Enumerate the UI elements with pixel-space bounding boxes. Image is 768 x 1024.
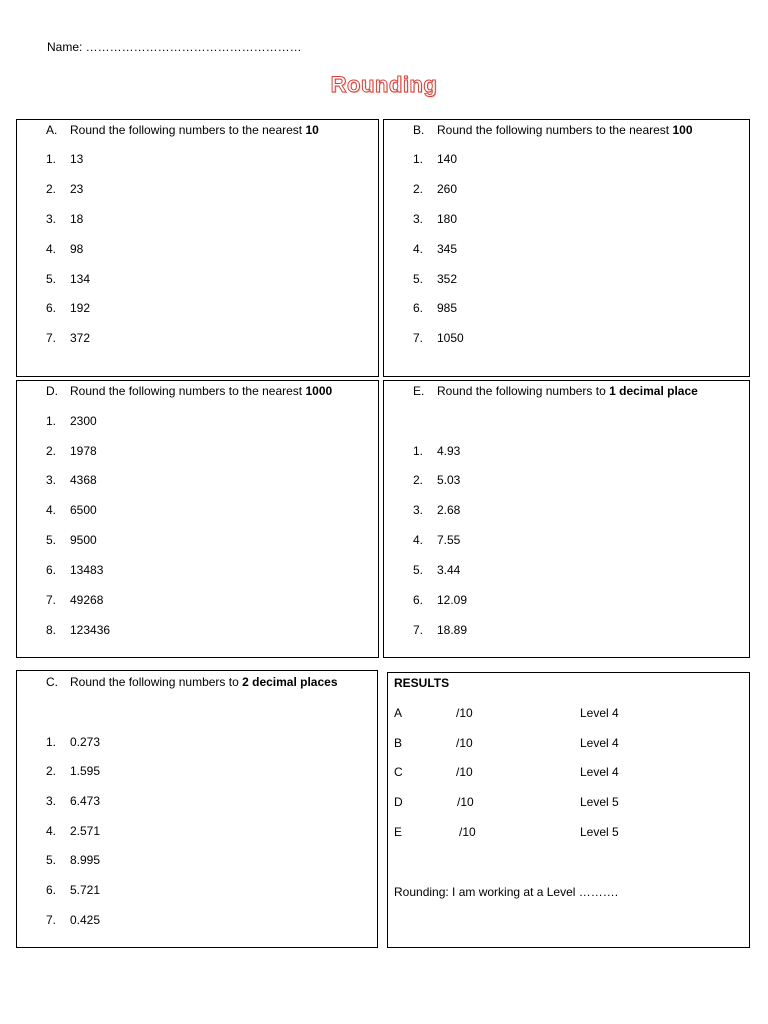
item-number: 6. <box>413 593 424 607</box>
item-number: 2. <box>46 444 57 458</box>
results-level: Level 5 <box>580 825 619 839</box>
results-score: /10 <box>456 765 473 779</box>
section-instruction-bold: 1 decimal place <box>609 384 698 398</box>
item-number: 5. <box>46 272 57 286</box>
item-value: 5.03 <box>437 473 461 487</box>
item-number: 1. <box>413 152 424 166</box>
section-instruction: Round the following numbers to <box>437 384 610 398</box>
item-number: 1. <box>46 735 57 749</box>
item-number: 7. <box>46 913 57 927</box>
item-value: 134 <box>70 272 91 286</box>
results-section: B <box>394 736 403 750</box>
section-letter: B. <box>413 123 425 137</box>
item-number: 5. <box>413 563 424 577</box>
item-number: 7. <box>46 331 57 345</box>
item-value: 372 <box>70 331 91 345</box>
results-section: E <box>394 825 403 839</box>
item-number: 4. <box>413 242 424 256</box>
section-e-box <box>383 380 750 658</box>
item-value: 2300 <box>70 414 97 428</box>
item-value: 1050 <box>437 331 464 345</box>
item-number: 4. <box>46 242 57 256</box>
item-value: 1978 <box>70 444 97 458</box>
item-value: 3.44 <box>437 563 461 577</box>
results-statement: Rounding: I am working at a Level ………. <box>394 885 619 899</box>
item-value: 123436 <box>70 623 111 637</box>
item-number: 2. <box>413 473 424 487</box>
item-value: 2.68 <box>437 503 461 517</box>
section-letter: A. <box>46 123 58 137</box>
section-instruction-bold: 2 decimal places <box>242 675 338 689</box>
section-instruction-bold: 100 <box>672 123 693 137</box>
item-number: 5. <box>46 853 57 867</box>
item-value: 2.571 <box>70 824 101 838</box>
item-number: 2. <box>46 182 57 196</box>
results-heading: RESULTS <box>394 676 450 690</box>
item-value: 140 <box>437 152 458 166</box>
item-number: 3. <box>413 212 424 226</box>
item-value: 260 <box>437 182 458 196</box>
item-value: 13 <box>70 152 84 166</box>
item-number: 8. <box>46 623 57 637</box>
item-value: 98 <box>70 242 84 256</box>
item-value: 49268 <box>70 593 104 607</box>
item-number: 3. <box>46 794 57 808</box>
section-letter: E. <box>413 384 425 398</box>
item-value: 8.995 <box>70 853 101 867</box>
item-number: 1. <box>46 414 57 428</box>
results-level: Level 5 <box>580 795 619 809</box>
item-value: 9500 <box>70 533 97 547</box>
section-instruction: Round the following numbers to the nearest <box>70 123 306 137</box>
item-value: 6500 <box>70 503 97 517</box>
section-d-box <box>16 380 379 658</box>
item-value: 7.55 <box>437 533 461 547</box>
item-number: 6. <box>413 301 424 315</box>
section-b-box <box>383 119 750 377</box>
section-instruction: Round the following numbers to the nearest <box>437 123 673 137</box>
item-value: 192 <box>70 301 91 315</box>
results-level: Level 4 <box>580 706 619 720</box>
item-number: 1. <box>46 152 57 166</box>
name-field-label: Name: ……………………………………………… <box>47 40 302 54</box>
results-score: /10 <box>456 736 473 750</box>
item-value: 352 <box>437 272 458 286</box>
item-number: 5. <box>46 533 57 547</box>
results-section: A <box>394 706 403 720</box>
item-value: 4.93 <box>437 444 461 458</box>
item-number: 3. <box>46 473 57 487</box>
item-value: 12.09 <box>437 593 468 607</box>
results-box <box>387 672 750 948</box>
results-score: /10 <box>457 795 474 809</box>
item-number: 2. <box>413 182 424 196</box>
section-a-box <box>16 119 379 377</box>
item-number: 7. <box>46 593 57 607</box>
page-title: Rounding <box>330 72 438 97</box>
item-value: 180 <box>437 212 458 226</box>
item-value: 6.473 <box>70 794 101 808</box>
item-number: 6. <box>46 883 57 897</box>
results-score: /10 <box>456 706 473 720</box>
item-value: 23 <box>70 182 84 196</box>
results-section: D <box>394 795 403 809</box>
results-section: C <box>394 765 403 779</box>
item-value: 345 <box>437 242 458 256</box>
item-value: 1.595 <box>70 764 101 778</box>
item-number: 2. <box>46 764 57 778</box>
item-number: 4. <box>46 503 57 517</box>
item-value: 0.425 <box>70 913 101 927</box>
item-number: 5. <box>413 272 424 286</box>
item-value: 0.273 <box>70 735 101 749</box>
item-value: 18 <box>70 212 84 226</box>
item-number: 7. <box>413 331 424 345</box>
item-value: 13483 <box>70 563 104 577</box>
item-number: 6. <box>46 301 57 315</box>
item-value: 18.89 <box>437 623 468 637</box>
section-c-box <box>16 670 378 948</box>
section-instruction-bold: 10 <box>305 123 319 137</box>
item-number: 7. <box>413 623 424 637</box>
item-number: 1. <box>413 444 424 458</box>
item-number: 6. <box>46 563 57 577</box>
section-instruction-bold: 1000 <box>305 384 333 398</box>
section-instruction: Round the following numbers to <box>70 675 243 689</box>
item-value: 5.721 <box>70 883 101 897</box>
results-level: Level 4 <box>580 736 619 750</box>
results-score: /10 <box>459 825 476 839</box>
section-instruction: Round the following numbers to the nearest <box>70 384 306 398</box>
item-value: 985 <box>437 301 458 315</box>
section-letter: D. <box>46 384 58 398</box>
item-value: 4368 <box>70 473 97 487</box>
results-level: Level 4 <box>580 765 619 779</box>
item-number: 3. <box>46 212 57 226</box>
section-letter: C. <box>46 675 58 689</box>
item-number: 3. <box>413 503 424 517</box>
item-number: 4. <box>46 824 57 838</box>
item-number: 4. <box>413 533 424 547</box>
